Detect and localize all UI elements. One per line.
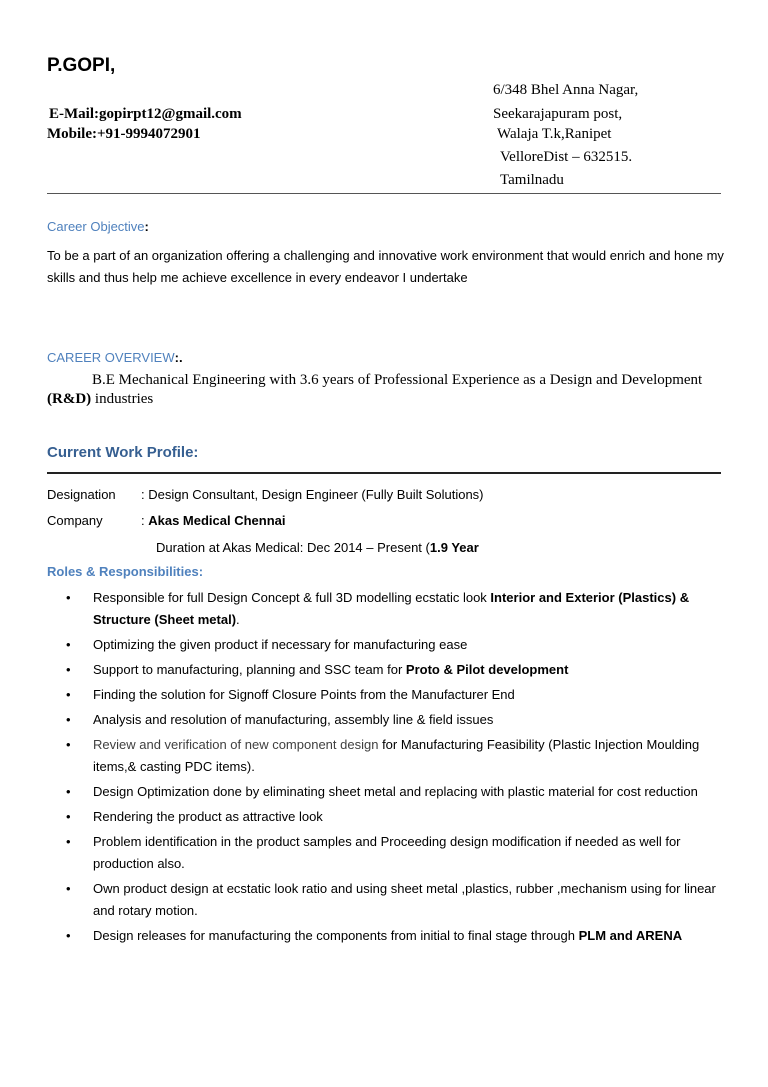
list-item (62, 684, 722, 706)
work-divider (47, 472, 721, 474)
address-line-1: 6/348 Bhel Anna Nagar, (493, 82, 639, 98)
address-line-4: VelloreDist – 632515. (500, 149, 633, 165)
bullet-icon: • (66, 737, 71, 752)
company-colon: : (141, 513, 149, 528)
role-bold: Interior and Exterior (Plastics) & Structure (Sheet metal) (93, 590, 690, 627)
list-item (62, 659, 722, 681)
bullet-icon: • (66, 637, 71, 652)
role-text: Responsible for full Design Concept & full 3D modelling ecstatic look (93, 590, 491, 605)
bullet-icon: • (66, 928, 71, 943)
list-item (62, 734, 722, 778)
role-bold: Proto & Pilot development (405, 662, 569, 677)
duration (156, 540, 479, 555)
list-item (62, 709, 722, 731)
career-overview-title: CAREER OVERVIEW (47, 350, 175, 365)
designation-value: : Design Consultant, Design Engineer (Fully Built Solutions) (141, 487, 484, 502)
address-line-2: Seekarajapuram post, (493, 106, 623, 122)
role-text: Design releases for manufacturing the components from initial to final stage through (93, 928, 579, 943)
bullet-icon: • (66, 687, 71, 702)
bullet-icon: • (66, 712, 71, 727)
header-divider (47, 193, 721, 194)
roles-heading: Roles & Responsibilities: (47, 564, 204, 579)
bullet-icon: • (66, 590, 71, 605)
list-item (62, 806, 722, 828)
overview-text-bold: (R&D) (47, 391, 92, 407)
designation-label: Designation (47, 487, 116, 502)
company-label: Company (47, 513, 103, 528)
list-item (62, 587, 722, 631)
career-objective-text: To be a part of an organization offering a challenging and innovative work environment that would enrich and hone my skills and thus help me achieve excellence in every endeavor I undertake (47, 248, 724, 285)
role-end: . (236, 612, 240, 627)
overview-text-main: B.E Mechanical Engineering with 3.6 years of Professional Experience as a Design and Development (92, 372, 703, 388)
role-text: Optimizing the given product if necessary for manufacturing ease (93, 637, 468, 652)
list-item (62, 831, 722, 875)
list-item (62, 925, 722, 947)
role-text: Rendering the product as attractive look (93, 809, 323, 824)
list-item (62, 781, 722, 803)
role-text: Analysis and resolution of manufacturing, assembly line & field issues (93, 712, 494, 727)
company-value (141, 513, 286, 528)
role-bold: PLM and ARENA (578, 928, 683, 943)
bullet-icon: • (66, 784, 71, 799)
current-work-heading: Current Work Profile: (47, 444, 199, 461)
career-objective-title: Career Objective (47, 219, 145, 234)
roles-list (62, 587, 722, 950)
role-text: Problem identification in the product samples and Proceeding design modification if needed as well for production also. (93, 834, 681, 871)
bullet-icon: • (66, 662, 71, 677)
role-text: Support to manufacturing, planning and SSC team for (93, 662, 406, 677)
role-text: for Manufacturing Feasibility (Plastic Injection Moulding items,& casting PDC items). (93, 737, 700, 774)
career-objective-colon: : (144, 219, 149, 234)
list-item (62, 634, 722, 656)
duration-years: 1.9 Year (429, 540, 479, 555)
address-line-3: Walaja T.k,Ranipet (497, 126, 612, 142)
bullet-icon: • (66, 834, 71, 849)
overview-text-end: industries (91, 391, 154, 407)
career-overview-heading (47, 350, 183, 365)
career-overview-suffix: :. (174, 350, 183, 365)
candidate-name: P.GOPI, (47, 55, 116, 76)
role-text: Finding the solution for Signoff Closure Points from the Manufacturer End (93, 687, 515, 702)
email: E-Mail:gopirpt12@gmail.com (49, 106, 242, 122)
list-item (62, 878, 722, 922)
career-overview-text (47, 371, 727, 409)
role-grey-text: Review and verification of new component design (93, 737, 379, 752)
bullet-icon: • (66, 881, 71, 896)
role-text: Design Optimization done by eliminating sheet metal and replacing with plastic material for cost reduction (93, 784, 698, 799)
role-text: Own product design at ecstatic look ratio and using sheet metal ,plastics, rubber ,mechanism using for linear and rotary motion. (93, 881, 716, 918)
mobile: Mobile:+91-9994072901 (47, 126, 201, 142)
company-name: Akas Medical Chennai (148, 513, 286, 528)
duration-text: Duration at Akas Medical: Dec 2014 – Present ( (156, 540, 430, 555)
bullet-icon: • (66, 809, 71, 824)
address-line-5: Tamilnadu (500, 172, 564, 188)
career-objective-heading (47, 219, 149, 234)
